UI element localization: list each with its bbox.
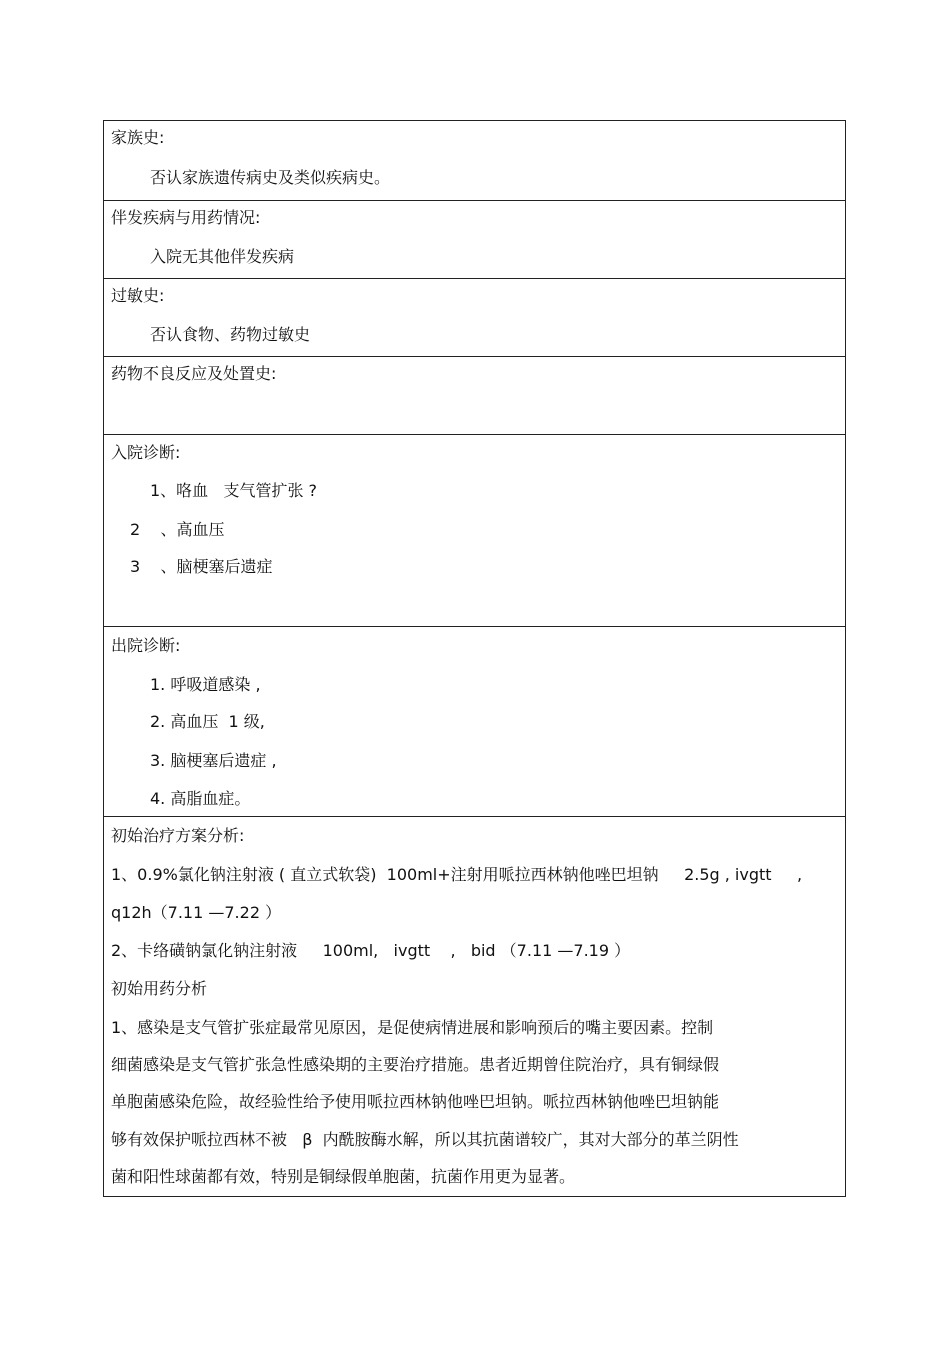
discharge-diagnosis-item: 4. 高脂血症。 xyxy=(150,789,251,808)
admission-diagnosis-section xyxy=(104,434,845,626)
discharge-diagnosis-item: 1. 呼吸道感染 , xyxy=(150,675,261,694)
initial-drug-analysis-label: 初始用药分析 xyxy=(111,979,208,998)
discharge-diagnosis-item: 3. 脑梗塞后遗症 , xyxy=(150,751,277,770)
analysis-paragraph-line: 够有效保护哌拉西林不被 β 内酰胺酶水解，所以其抗菌谱较广，其对大部分的革兰阴性 xyxy=(111,1130,739,1149)
family-history-section xyxy=(104,121,845,200)
analysis-paragraph-line: 单胞菌感染危险，故经验性给予使用哌拉西林钠他唑巴坦钠。哌拉西林钠他唑巴坦钠能 xyxy=(111,1092,720,1111)
admission-diagnosis-item: 3 、脑梗塞后遗症 xyxy=(130,557,273,576)
analysis-paragraph-line: 菌和阳性球菌都有效，特别是铜绿假单胞菌，抗菌作用更为显著。 xyxy=(111,1167,576,1186)
analysis-paragraph-line: 细菌感染是支气管扩张急性感染期的主要治疗措施。患者近期曾住院治疗，具有铜绿假 xyxy=(111,1055,720,1074)
discharge-diagnosis-label: 出院诊断: xyxy=(111,636,181,655)
adverse-reactions-label: 药物不良反应及处置史: xyxy=(111,364,277,383)
allergy-content: 否认食物、药物过敏史 xyxy=(150,325,311,344)
treatment-line: 1、0.9%氯化钠注射液 ( 直立式软袋) 100ml+注射用哌拉西林钠他唑巴坦钠 2.5g , ivgtt , xyxy=(111,865,803,884)
comorbidities-label: 伴发疾病与用药情况: xyxy=(111,208,261,227)
discharge-diagnosis-item: 2. 高血压 1 级, xyxy=(150,712,265,731)
treatment-analysis-section xyxy=(104,816,845,1196)
comorbidities-content: 入院无其他伴发疾病 xyxy=(150,247,295,266)
comorbidities-section xyxy=(104,200,845,278)
discharge-diagnosis-section xyxy=(104,626,845,816)
admission-diagnosis-label: 入院诊断: xyxy=(111,443,181,462)
admission-diagnosis-item: 2 、高血压 xyxy=(130,520,225,539)
treatment-line: 2、卡络磺钠氯化钠注射液 100ml, ivgtt , bid （7.11 —7.19 ） xyxy=(111,941,631,960)
analysis-paragraph-line: 1、感染是支气管扩张症最常见原因，是促使病情进展和影响预后的嘴主要因素。控制 xyxy=(111,1018,714,1037)
family-history-label: 家族史: xyxy=(111,128,165,147)
allergy-section xyxy=(104,278,845,356)
adverse-reactions-section xyxy=(104,356,845,434)
treatment-analysis-label: 初始治疗方案分析: xyxy=(111,826,245,845)
allergy-label: 过敏史: xyxy=(111,286,165,305)
treatment-line: q12h（7.11 —7.22 ） xyxy=(111,903,282,922)
family-history-content: 否认家族遗传病史及类似疾病史。 xyxy=(150,168,391,187)
medical-record-table xyxy=(103,120,846,1197)
admission-diagnosis-item: 1、咯血 支气管扩张 ? xyxy=(150,481,318,500)
